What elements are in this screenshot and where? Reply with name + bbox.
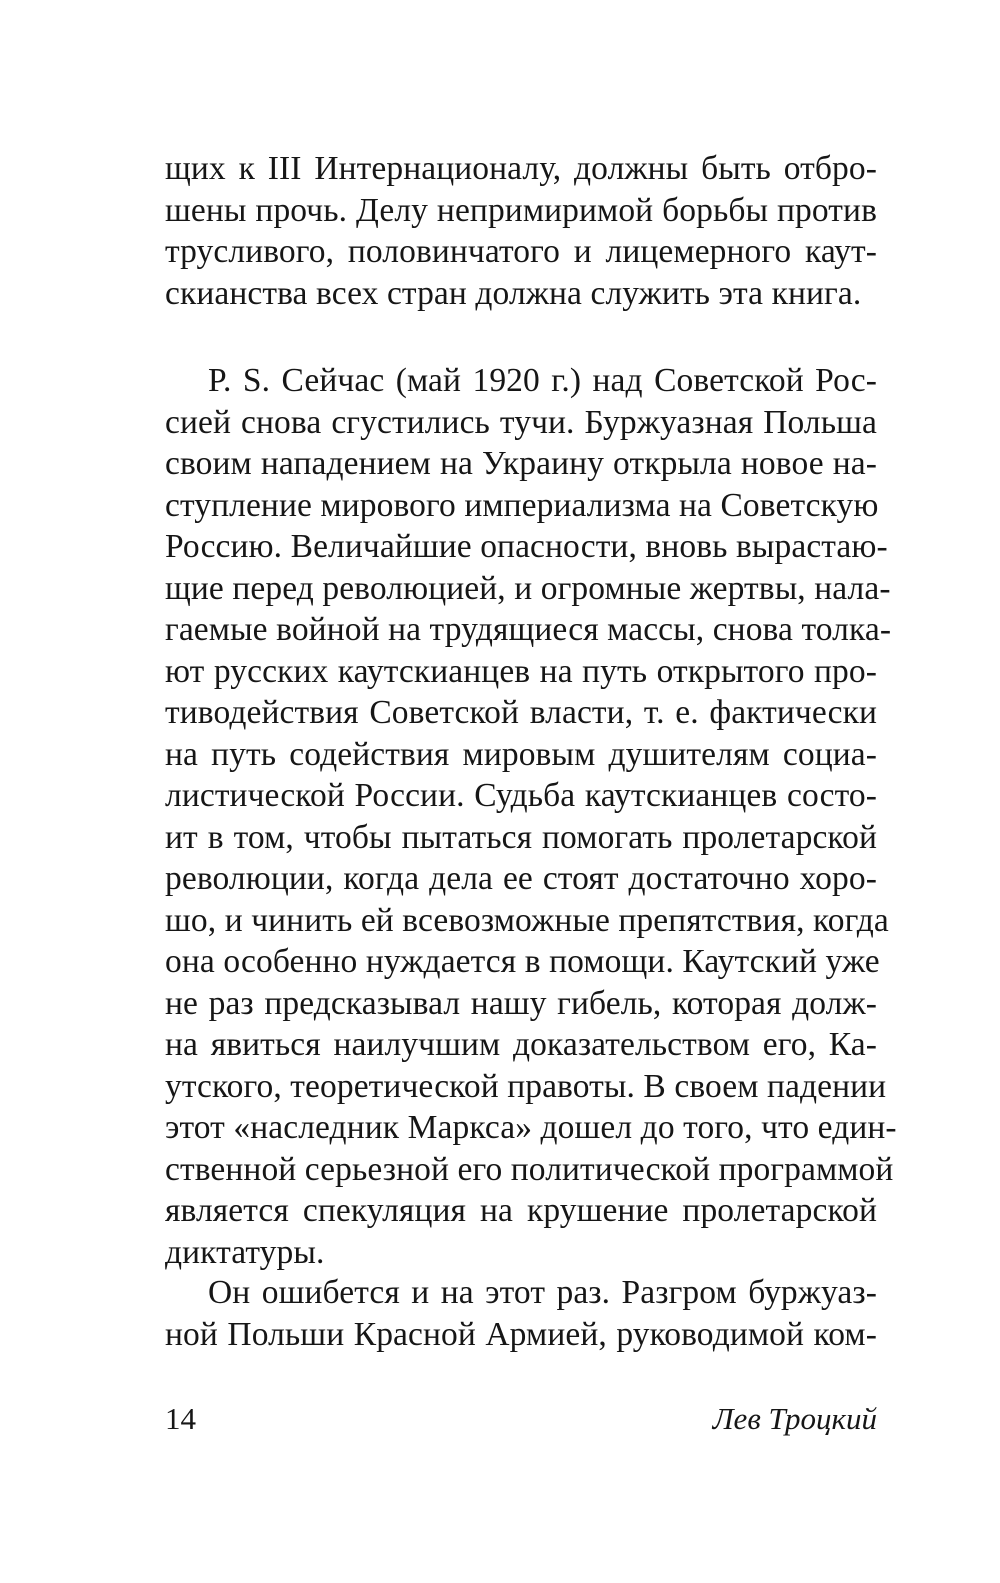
page-number: 14 (165, 1401, 196, 1436)
text-line: революции, когда дела ее стоят достаточно хоро- (165, 860, 877, 897)
text-line: листической России. Судьба каутскианцев состо- (165, 777, 877, 814)
text-line: утского, теоретической правоты. В своем падении (165, 1067, 887, 1105)
text-line: щие перед революцией, и огромные жертвы, нала- (165, 569, 891, 607)
text-line: ственной серьезной его политической программой (165, 1150, 894, 1188)
text-line: диктатуры. (165, 1233, 325, 1271)
text-line: является спекуляция на крушение пролетарской (165, 1192, 877, 1229)
paragraph-3 (165, 1272, 877, 1355)
text-line: этот «наследник Маркса» дошел до того, что един- (165, 1109, 897, 1146)
text-line: P. S. Сейчас (май 1920 г.) над Советской Рос- (208, 362, 877, 399)
paragraph-2 (165, 360, 897, 1273)
text-line: Он ошибется и на этот раз. Разгром буржуаз- (208, 1274, 877, 1311)
text-line: на явиться наилучшим доказательством его, Ка- (165, 1026, 877, 1063)
text-line: сией снова сгустились тучи. Буржуазная Польша (165, 403, 877, 441)
text-line: не раз предсказывал нашу гибель, которая долж- (165, 984, 877, 1022)
text-line: ит в том, чтобы пытаться помогать пролетарской (165, 818, 877, 856)
text-line: скианства всех стран должна служить эта книга. (165, 274, 862, 312)
text-line: Россию. Величайшие опасности, вновь вырастаю- (165, 528, 888, 565)
text-line: щих к III Интернационалу, должны быть отбро- (165, 150, 877, 187)
text-line: шены прочь. Делу непримиримой борьбы против (165, 191, 877, 229)
text-line: своим нападением на Украину открыла новое на- (165, 445, 877, 482)
text-line: на путь содействия мировым душителям социа- (165, 735, 877, 773)
text-line: гаемые войной на трудящиеся массы, снова толка- (165, 611, 892, 648)
text-line: ступление мирового империализма на Советскую (165, 486, 879, 524)
text-line: тиводействия Советской власти, т. е. фактически (165, 694, 877, 731)
page-footer (165, 1397, 877, 1441)
text-line: шо, и чинить ей всевозможные препятствия, когда (165, 901, 889, 939)
text-line: ной Польши Красной Армией, руководимой ком- (165, 1315, 877, 1353)
text-line: она особенно нуждается в помощи. Каутский уже (165, 943, 880, 980)
text-line: ют русских каутскианцев на путь открытого про- (165, 652, 877, 690)
text-line: трусливого, половинчатого и лицемерного каут- (165, 233, 877, 270)
running-footer-author: Лев Троцкий (712, 1401, 877, 1436)
paragraph-1 (165, 148, 877, 314)
